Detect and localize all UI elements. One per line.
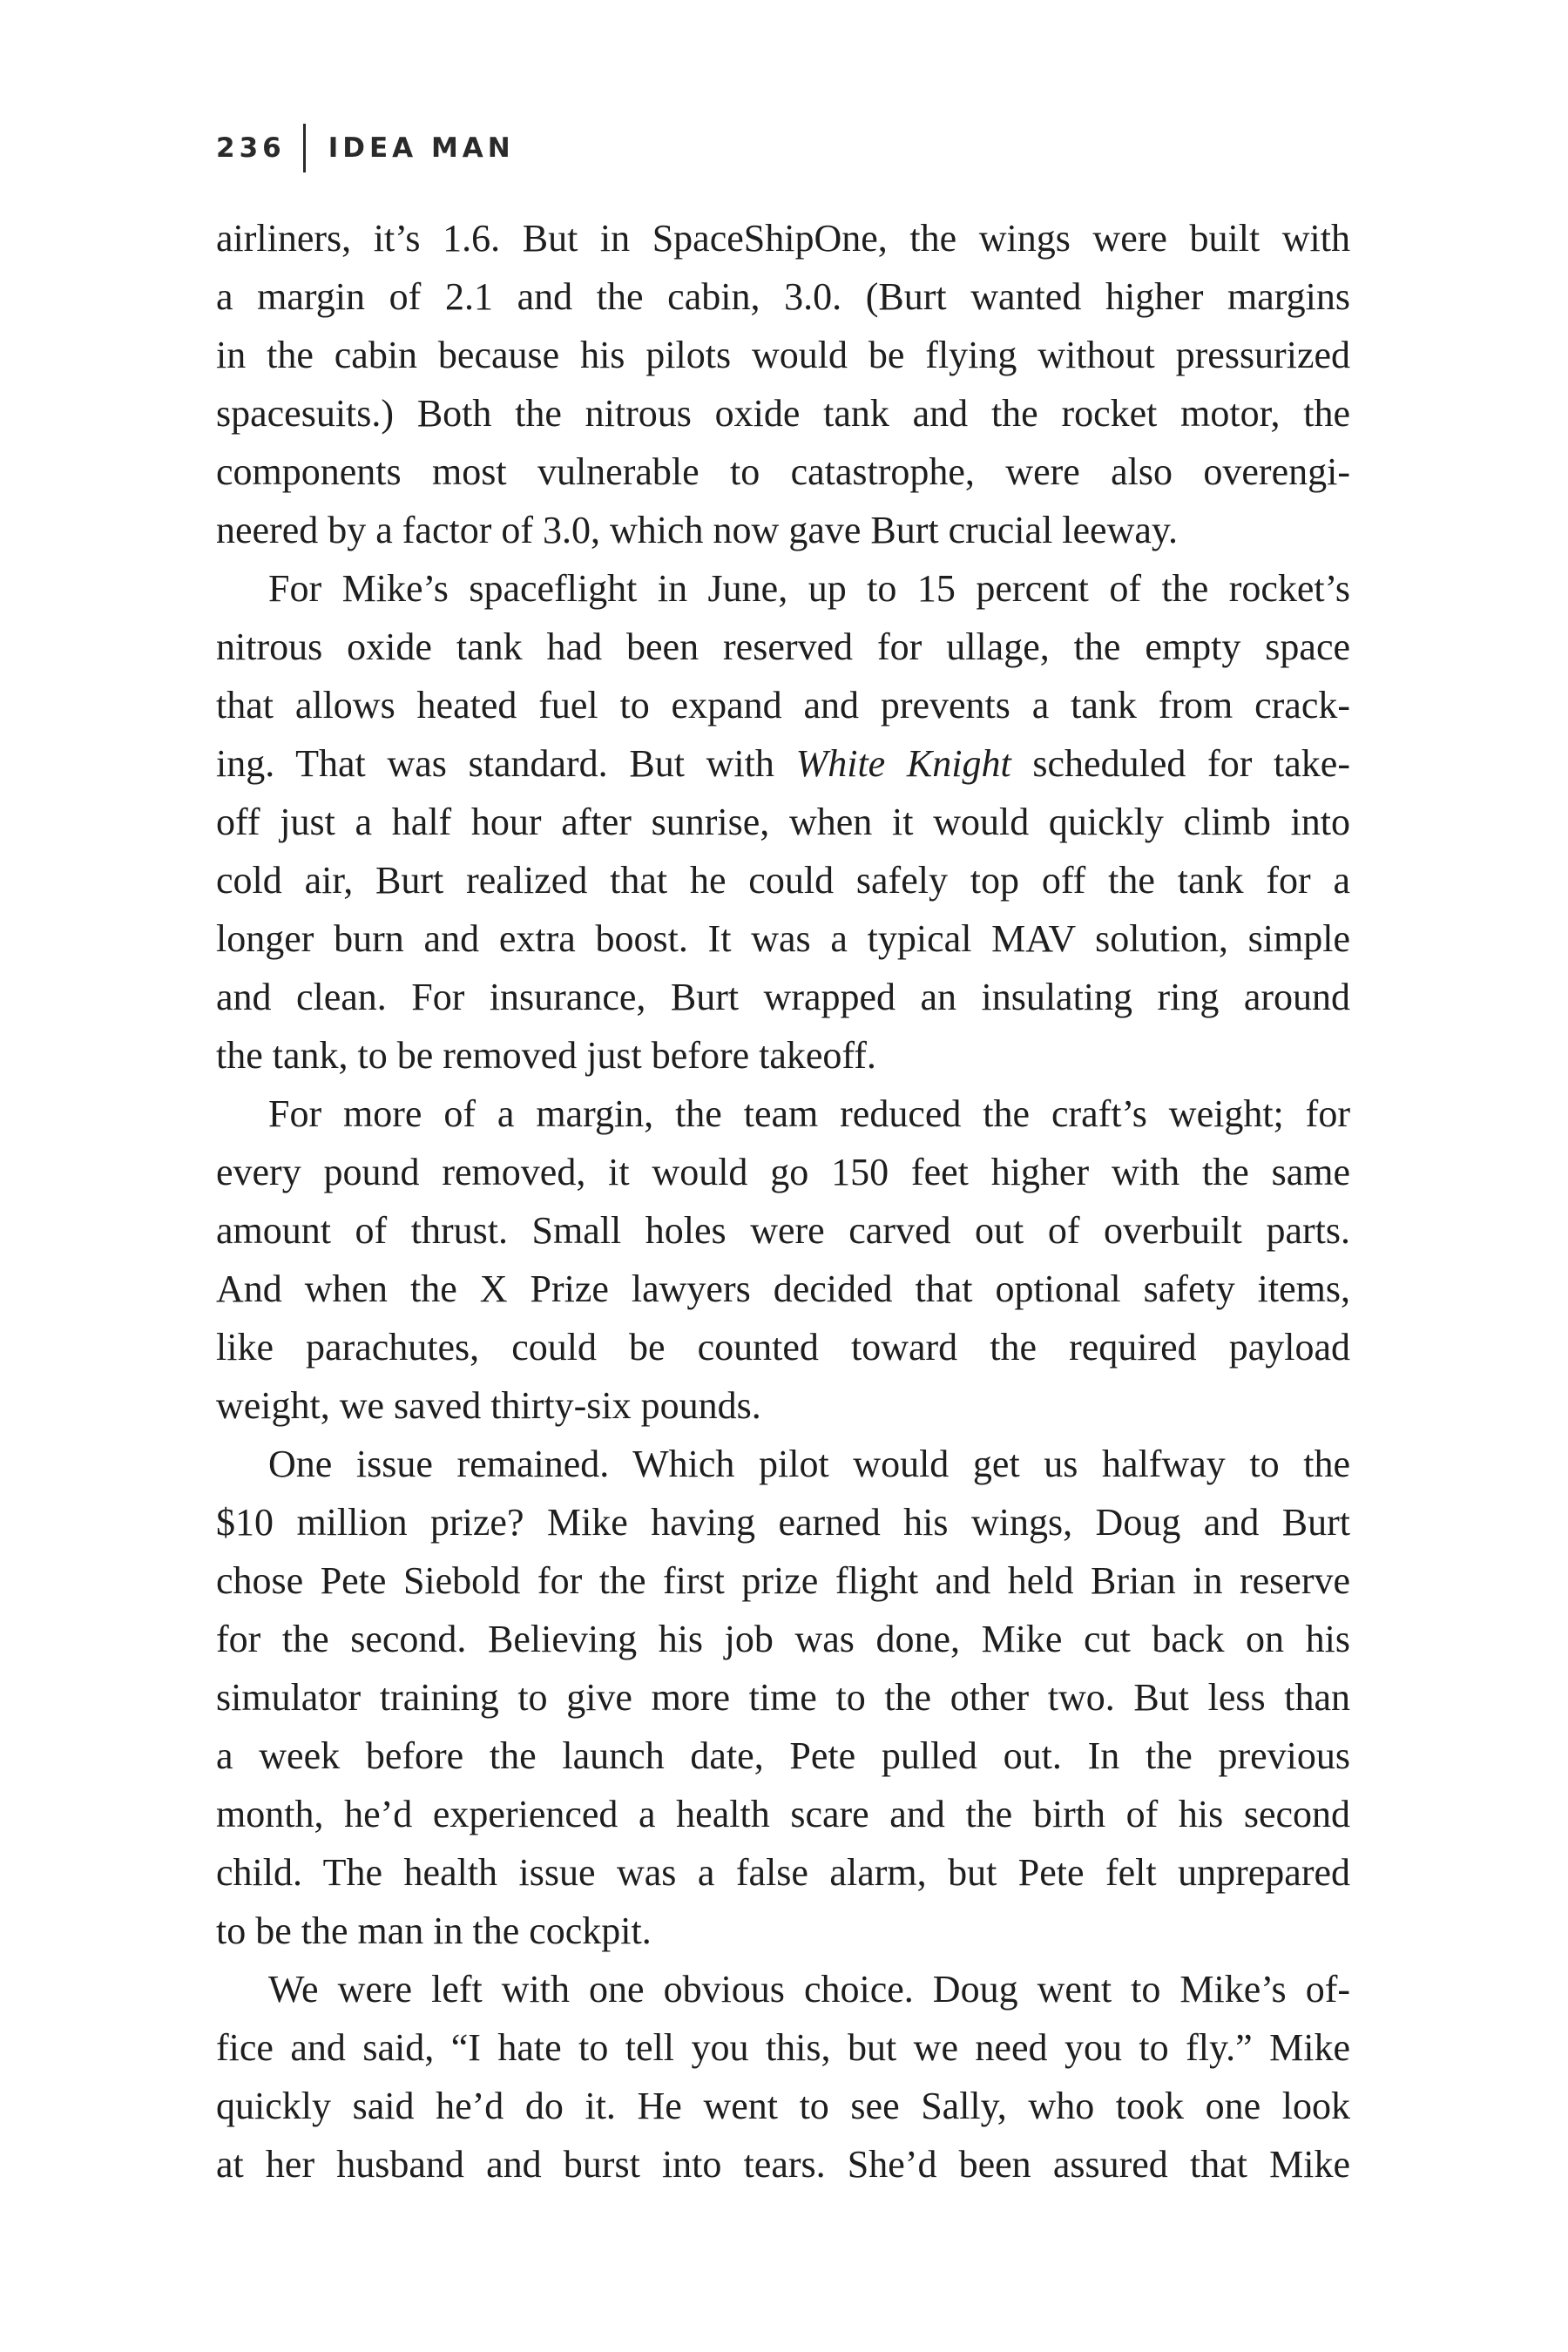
text-line: weight, we saved thirty-six pounds. [216, 1384, 761, 1427]
text-line: to be the man in the cockpit. [216, 1909, 652, 1952]
text-line: in the cabin because his pilots would be flying without pressurized [216, 334, 1350, 376]
text-line: nitrous oxide tank had been reserved for ullage, the empty space [216, 625, 1350, 668]
running-head [216, 124, 515, 172]
text-line: $10 million prize? Mike having earned his wings, Doug and Burt [216, 1501, 1350, 1544]
text-line: chose Pete Siebold for the first prize flight and held Brian in reserve [216, 1559, 1350, 1602]
text-line: a week before the launch date, Pete pulled out. In the previous [216, 1734, 1350, 1777]
text-line: simulator training to give more time to the other two. But less than [216, 1676, 1350, 1719]
text-line: for the second. Believing his job was done, Mike cut back on his [216, 1618, 1350, 1660]
text-line: neered by a factor of 3.0, which now gave Burt crucial leeway. [216, 509, 1179, 551]
text-line: child. The health issue was a false alarm, but Pete felt unprepared [216, 1851, 1350, 1894]
text-line: quickly said he’d do it. He went to see Sally, who took one look [216, 2085, 1350, 2127]
text-segment: ing. That was standard. But with [216, 742, 796, 785]
text-line: One issue remained. Which pilot would get us halfway to the [268, 1443, 1350, 1485]
text-line: a margin of 2.1 and the cabin, 3.0. (Burt wanted higher margins [216, 275, 1350, 318]
text-line: off just a half hour after sunrise, when it would quickly climb into [216, 801, 1350, 843]
book-title: IDEA MAN [328, 132, 515, 164]
page-number: 236 [216, 132, 286, 164]
body-text [216, 209, 1350, 2193]
text-line: For more of a margin, the team reduced the craft’s weight; for [268, 1092, 1350, 1135]
text-line: And when the X Prize lawyers decided that optional safety items, [216, 1267, 1350, 1310]
text-line: We were left with one obvious choice. Doug went to Mike’s of- [268, 1968, 1350, 2011]
text-line: airliners, it’s 1.6. But in SpaceShipOne, the wings were built with [216, 217, 1350, 260]
text-line: month, he’d experienced a health scare and the birth of his second [216, 1793, 1350, 1835]
text-line: and clean. For insurance, Burt wrapped an insulating ring around [216, 976, 1350, 1018]
text-line: longer burn and extra boost. It was a typical MAV solution, simple [216, 917, 1350, 960]
text-line: amount of thrust. Small holes were carved out of overbuilt parts. [216, 1209, 1350, 1252]
text-line: cold air, Burt realized that he could safely top off the tank for a [216, 859, 1350, 902]
text-line: spacesuits.) Both the nitrous oxide tank and the rocket motor, the [216, 392, 1350, 435]
header-divider [303, 124, 306, 172]
text-segment: scheduled for take- [1010, 742, 1350, 785]
text-line: components most vulnerable to catastrophe, were also overengi- [216, 450, 1350, 493]
text-line: For Mike’s spaceflight in June, up to 15 percent of the rocket’s [268, 567, 1350, 610]
text-line: the tank, to be removed just before takeoff. [216, 1034, 876, 1077]
text-line: fice and said, “I hate to tell you this, but we need you to fly.” Mike [216, 2026, 1350, 2069]
text-line: every pound removed, it would go 150 feet higher with the same [216, 1151, 1350, 1193]
text-line [216, 734, 1350, 793]
text-line: that allows heated fuel to expand and prevents a tank from crack- [216, 684, 1350, 727]
text-line: at her husband and burst into tears. She’d been assured that Mike [216, 2143, 1350, 2186]
text-line: like parachutes, could be counted toward the required payload [216, 1326, 1350, 1369]
vehicle-name-italic: White Knight [795, 742, 1011, 785]
